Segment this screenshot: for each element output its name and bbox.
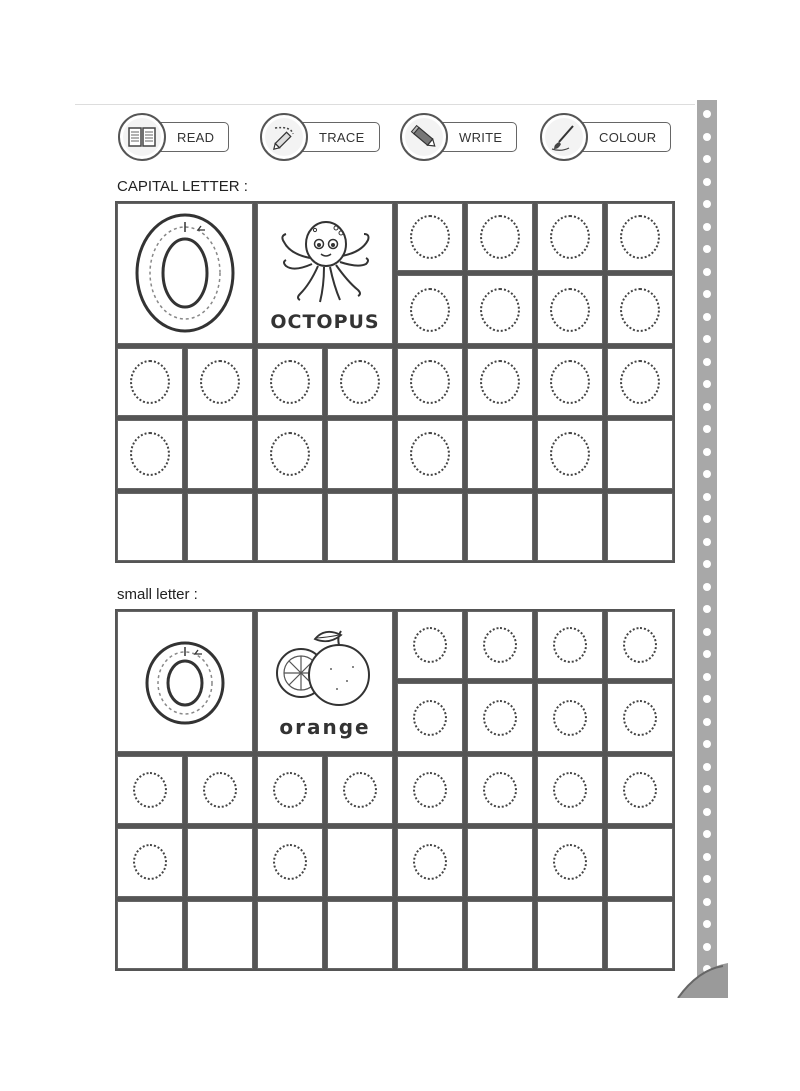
capital-trace-cell[interactable] [397,203,463,271]
orange-word: orange [279,715,371,740]
write-step [400,120,517,154]
capital-trace-cell[interactable] [537,348,603,416]
dotted-o-guide [550,288,590,332]
dotted-o-guide [623,627,657,663]
dotted-o-guide [623,772,657,808]
dotted-o-guide [413,700,447,736]
capital-blank-cell[interactable] [607,493,673,561]
capital-o-tracing-guide [131,210,239,336]
binding-hole [703,785,711,793]
dotted-o-guide [483,700,517,736]
dotted-o-guide [343,772,377,808]
binding-hole [703,403,711,411]
binding-hole [703,268,711,276]
dotted-o-guide [130,432,170,476]
capital-trace-cell[interactable] [117,348,183,416]
small-blank-cell[interactable] [537,901,603,969]
binding-hole [703,740,711,748]
dotted-o-guide [550,215,590,259]
dotted-o-guide [270,432,310,476]
binding-hole [703,515,711,523]
small-blank-cell[interactable] [187,901,253,969]
small-trace-cell[interactable] [397,756,463,824]
binding-hole [703,628,711,636]
small-blank-cell[interactable] [607,828,673,896]
capital-practice-grid [115,201,675,563]
small-trace-cell[interactable] [397,683,463,751]
trace-label: TRACE [298,122,380,152]
capital-blank-cell[interactable] [467,493,533,561]
small-blank-cell[interactable] [257,901,323,969]
capital-blank-cell[interactable] [187,420,253,488]
dotted-o-guide [413,772,447,808]
small-trace-cell[interactable] [467,683,533,751]
binding-hole [703,290,711,298]
small-blank-cell[interactable] [467,901,533,969]
capital-trace-cell[interactable] [397,275,463,343]
capital-blank-cell[interactable] [257,493,323,561]
dotted-o-guide [410,288,450,332]
small-trace-cell[interactable] [537,756,603,824]
small-letter-title: small letter : [117,586,198,603]
capital-blank-cell[interactable] [607,420,673,488]
binding-hole [703,853,711,861]
binding-hole [703,695,711,703]
binding-hole [703,605,711,613]
small-blank-cell[interactable] [467,828,533,896]
dotted-o-guide [273,772,307,808]
binding-hole [703,358,711,366]
dotted-o-guide [410,360,450,404]
capital-blank-cell[interactable] [397,493,463,561]
binding-hole [703,493,711,501]
capital-trace-cell[interactable] [467,203,533,271]
capital-trace-cell[interactable] [257,348,323,416]
orange-picture-card [257,611,393,752]
dotted-o-guide [480,215,520,259]
dotted-o-guide [553,772,587,808]
dotted-o-guide [340,360,380,404]
binding-hole [703,673,711,681]
capital-blank-cell[interactable] [327,420,393,488]
small-blank-cell[interactable] [327,828,393,896]
small-trace-cell[interactable] [607,683,673,751]
binding-hole [703,560,711,568]
capital-trace-cell[interactable] [257,420,323,488]
capital-blank-cell[interactable] [537,493,603,561]
small-trace-cell[interactable] [467,756,533,824]
small-trace-cell[interactable] [537,828,603,896]
capital-trace-cell[interactable] [537,203,603,271]
binding-hole [703,808,711,816]
trace-step [260,120,380,154]
dotted-o-guide [553,844,587,880]
page-curl-corner [668,948,728,998]
binding-hole [703,583,711,591]
trace-pencil-icon [260,113,308,161]
octopus-word: OCTOPUS [270,310,380,333]
binding-hole [703,223,711,231]
capital-blank-cell[interactable] [187,493,253,561]
small-blank-cell[interactable] [607,901,673,969]
small-blank-cell[interactable] [187,828,253,896]
octopus-picture-card [257,203,393,344]
dotted-o-guide [133,772,167,808]
binding-hole [703,898,711,906]
small-trace-cell[interactable] [397,611,463,679]
paintbrush-icon [540,113,588,161]
dotted-o-guide [413,844,447,880]
binding-hole [703,875,711,883]
dotted-o-guide [480,360,520,404]
binding-hole [703,245,711,253]
small-trace-cell[interactable] [397,828,463,896]
binding-hole [703,335,711,343]
dotted-o-guide [550,360,590,404]
dotted-o-guide [483,772,517,808]
capital-letter-title: CAPITAL LETTER : [117,178,248,195]
binding-hole [703,920,711,928]
dotted-o-guide [413,627,447,663]
small-trace-cell[interactable] [467,611,533,679]
capital-trace-cell[interactable] [327,348,393,416]
dotted-o-guide [553,700,587,736]
binding-hole [703,110,711,118]
small-trace-cell[interactable] [187,756,253,824]
small-trace-cell[interactable] [327,756,393,824]
dotted-o-guide [133,844,167,880]
pencil-icon [400,113,448,161]
capital-trace-cell[interactable] [187,348,253,416]
small-trace-cell[interactable] [607,611,673,679]
binding-hole [703,538,711,546]
binding-hole [703,200,711,208]
top-divider [75,104,695,105]
dotted-o-guide [620,215,660,259]
capital-trace-cell[interactable] [397,348,463,416]
binding-hole [703,380,711,388]
dotted-o-guide [410,432,450,476]
book-icon [118,113,166,161]
binding-hole [703,313,711,321]
binding-hole [703,650,711,658]
binding-hole [703,133,711,141]
capital-trace-cell[interactable] [537,420,603,488]
binding-hole [703,425,711,433]
capital-trace-cell[interactable] [607,348,673,416]
capital-trace-cell[interactable] [467,348,533,416]
read-step [118,120,229,154]
capital-blank-cell[interactable] [117,493,183,561]
colour-step [540,120,671,154]
binding-hole [703,718,711,726]
orange-illustration [265,623,385,713]
capital-trace-cell[interactable] [397,420,463,488]
binding-hole [703,763,711,771]
small-letter-model [117,611,253,752]
capital-trace-cell[interactable] [607,203,673,271]
dotted-o-guide [620,288,660,332]
dotted-o-guide [553,627,587,663]
dotted-o-guide [410,215,450,259]
capital-blank-cell[interactable] [327,493,393,561]
write-label: WRITE [438,122,517,152]
capital-trace-cell[interactable] [467,275,533,343]
small-trace-cell[interactable] [257,828,323,896]
read-label: READ [156,122,229,152]
binding-hole [703,470,711,478]
dotted-o-guide [270,360,310,404]
spiral-binding [697,100,717,980]
small-blank-cell[interactable] [397,901,463,969]
binding-hole [703,830,711,838]
small-trace-cell[interactable] [537,611,603,679]
colour-label: COLOUR [578,122,671,152]
capital-trace-cell[interactable] [537,275,603,343]
dotted-o-guide [483,627,517,663]
capital-blank-cell[interactable] [467,420,533,488]
dotted-o-guide [623,700,657,736]
capital-trace-cell[interactable] [117,420,183,488]
dotted-o-guide [130,360,170,404]
dotted-o-guide [203,772,237,808]
small-trace-cell[interactable] [607,756,673,824]
octopus-illustration [270,214,380,309]
dotted-o-guide [480,288,520,332]
small-trace-cell[interactable] [537,683,603,751]
capital-trace-cell[interactable] [607,275,673,343]
small-trace-cell[interactable] [117,828,183,896]
small-blank-cell[interactable] [327,901,393,969]
dotted-o-guide [550,432,590,476]
small-trace-cell[interactable] [257,756,323,824]
capital-letter-model [117,203,253,344]
dotted-o-guide [273,844,307,880]
binding-hole [703,178,711,186]
dotted-o-guide [620,360,660,404]
binding-hole [703,448,711,456]
small-blank-cell[interactable] [117,901,183,969]
small-o-tracing-guide [140,635,230,727]
small-practice-grid [115,609,675,971]
binding-hole [703,155,711,163]
small-trace-cell[interactable] [117,756,183,824]
dotted-o-guide [200,360,240,404]
